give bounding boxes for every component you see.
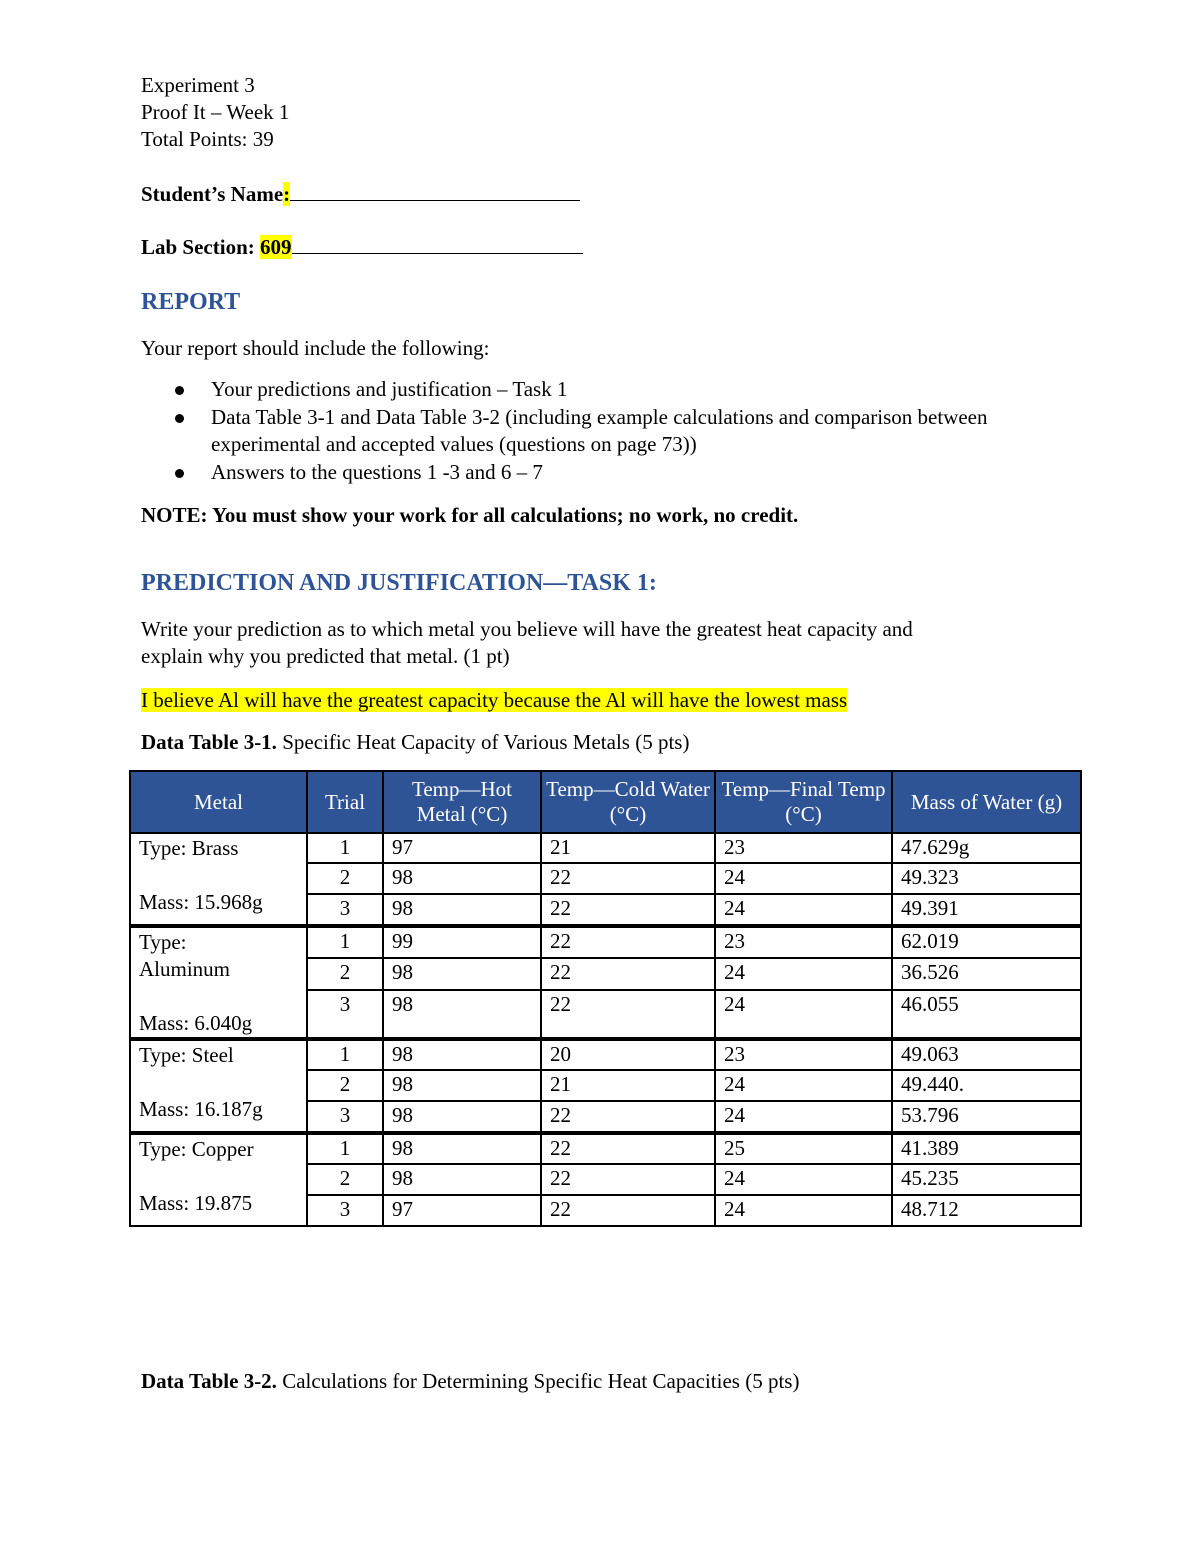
bullet-icon [175, 414, 184, 423]
total-points: Total Points: 39 [141, 127, 274, 151]
metal-cell-steel: Type: Steel Mass: 16.187g [130, 1039, 307, 1133]
table-row: 2 98 22 24 36.526 [130, 958, 1081, 990]
metal-cell-copper: Type: Copper Mass: 19.875 [130, 1133, 307, 1226]
table2-caption-label: Data Table 3-2. [141, 1369, 277, 1393]
table-row: 2 98 22 24 45.235 [130, 1164, 1081, 1195]
column-header-metal: Metal [130, 771, 307, 833]
table-row: 3 98 22 24 46.055 [130, 990, 1081, 1039]
table-row: 3 98 22 24 49.391 [130, 894, 1081, 926]
lab-section-field[interactable] [292, 233, 583, 254]
table-row: 2 98 22 24 49.323 [130, 863, 1081, 894]
prediction-heading: PREDICTION AND JUSTIFICATION—TASK 1: [141, 570, 657, 596]
bullet-icon [175, 469, 184, 478]
metal-cell-aluminum: Type: Aluminum Mass: 6.040g [130, 926, 307, 1039]
experiment-title: Experiment 3 [141, 73, 255, 97]
table-row: Type: Copper Mass: 19.875 1 98 22 25 41.389 [130, 1133, 1081, 1164]
column-header-trial: Trial [307, 771, 383, 833]
table-row: 3 98 22 24 53.796 [130, 1101, 1081, 1133]
prediction-answer-line [141, 687, 847, 714]
student-name-colon: : [283, 182, 291, 206]
bullet-icon [175, 386, 184, 395]
column-header-hot-metal: Temp—Hot Metal (°C) [383, 771, 541, 833]
table1-caption-label: Data Table 3-1. [141, 730, 277, 754]
student-name-label: Student’s Name [141, 182, 284, 206]
specific-heat-table [129, 770, 1082, 1227]
prediction-instruction-2: explain why you predicted that metal. (1 pt) [141, 644, 510, 668]
report-intro: Your report should include the following: [141, 336, 490, 360]
metal-cell-brass: Type: Brass Mass: 15.968g [130, 833, 307, 926]
student-name-field[interactable] [290, 180, 580, 201]
report-requirements-list [141, 376, 1061, 486]
note-text: NOTE: You must show your work for all calculations; no work, no credit. [141, 503, 799, 527]
table-row: Type: Steel Mass: 16.187g 1 98 20 23 49.063 [130, 1039, 1081, 1070]
student-name-line [141, 180, 580, 208]
list-item: Data Table 3-1 and Data Table 3-2 (including example calculations and comparison between experimental and accepted values (questions on page 73)) [141, 404, 1061, 459]
table-row: 2 98 21 24 49.440. [130, 1070, 1081, 1101]
table2-caption [141, 1368, 799, 1395]
lab-section-label: Lab Section: [141, 235, 261, 259]
list-item: Answers to the questions 1 -3 and 6 – 7 [141, 459, 1061, 487]
lab-section-line [141, 233, 583, 261]
table1-caption-text: Specific Heat Capacity of Various Metals (5 pts) [276, 730, 690, 754]
lab-section-value: 609 [260, 235, 292, 259]
list-item: Your predictions and justification – Task 1 [141, 376, 1061, 404]
table1-caption [141, 729, 689, 756]
column-header-cold-water: Temp—Cold Water (°C) [541, 771, 715, 833]
table-row: 3 97 22 24 48.712 [130, 1195, 1081, 1226]
column-header-final-temp: Temp—Final Temp (°C) [715, 771, 892, 833]
proof-week: Proof It – Week 1 [141, 100, 290, 124]
table2-caption-text: Calculations for Determining Specific Heat Capacities (5 pts) [276, 1369, 800, 1393]
prediction-answer[interactable]: I believe Al will have the greatest capacity because the Al will have the lowest mass [141, 688, 848, 712]
table-header-row [130, 771, 1081, 833]
report-heading: REPORT [141, 289, 241, 315]
prediction-instruction-1: Write your prediction as to which metal you believe will have the greatest heat capacity and [141, 617, 913, 641]
column-header-water-mass: Mass of Water (g) [892, 771, 1081, 833]
table-row: Type: Aluminum Mass: 6.040g 1 99 22 23 62.019 [130, 926, 1081, 958]
table-row: Type: Brass Mass: 15.968g 1 97 21 23 47.629g [130, 833, 1081, 863]
